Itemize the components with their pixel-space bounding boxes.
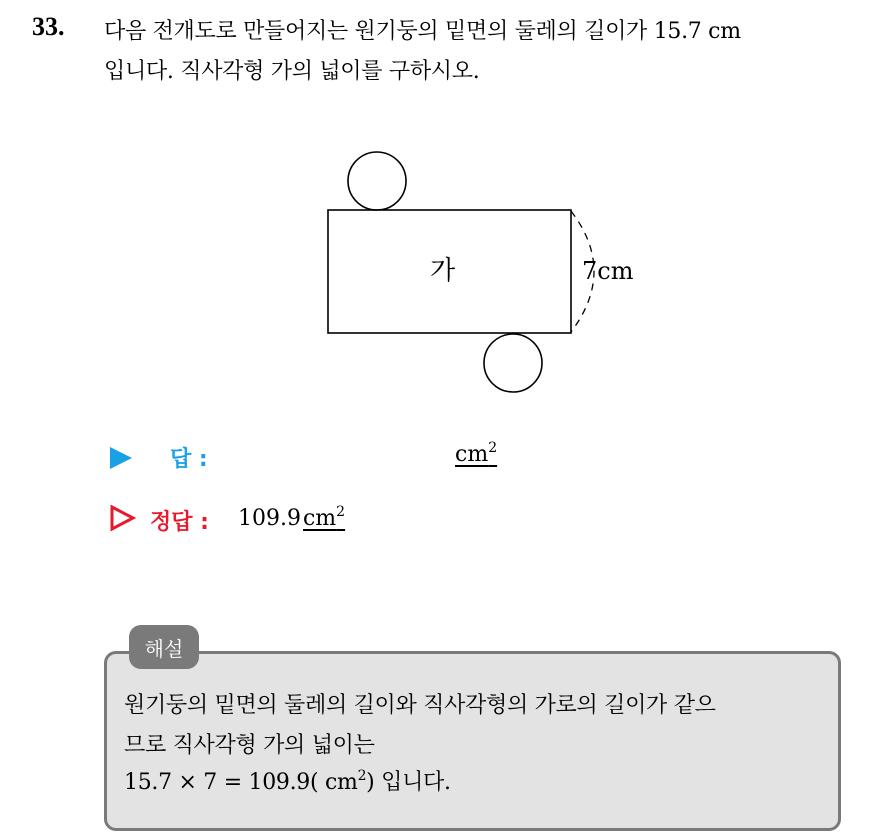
correct-answer-label: 정답 : <box>150 510 209 535</box>
answer-label: 답 : <box>170 447 208 472</box>
question-text-line-2: 입니다. 직사각형 가의 넓이를 구하시오. <box>104 59 480 84</box>
correct-unit-text: cm <box>302 506 337 531</box>
question-number: 33. <box>32 12 65 41</box>
answer-unit <box>455 442 497 467</box>
explanation-ending: ) 입니다. <box>366 770 451 795</box>
explanation-tag: 해설 <box>129 625 199 669</box>
question-text-line-1: 다음 전개도로 만들어지는 원기둥의 밑면의 둘레의 길이가 15.7 cm <box>104 19 741 44</box>
rect-label: 가 <box>430 256 456 286</box>
explanation-exponent: 2 <box>357 768 367 784</box>
answer-unit-exponent: 2 <box>488 440 498 456</box>
explanation-line-2: 므로 직사각형 가의 넓이는 <box>124 733 375 758</box>
correct-unit <box>303 506 345 531</box>
explanation-line-1: 원기둥의 밑면의 둘레의 길이와 직사각형의 가로의 길이가 같으 <box>124 693 716 718</box>
answer-unit-text: cm <box>455 442 489 467</box>
explanation-line-3 <box>124 765 451 796</box>
height-label: 7cm <box>582 257 634 285</box>
correct-answer-value <box>238 506 345 531</box>
top-base-circle <box>348 152 406 210</box>
correct-value-number: 109.9 <box>238 506 301 531</box>
bottom-base-circle <box>484 334 542 392</box>
answer-arrow-icon <box>110 447 132 469</box>
explanation-formula: 15.7 × 7 = 109.9( cm <box>124 770 358 795</box>
correct-arrow-icon <box>110 505 136 531</box>
correct-unit-exponent: 2 <box>336 504 346 520</box>
